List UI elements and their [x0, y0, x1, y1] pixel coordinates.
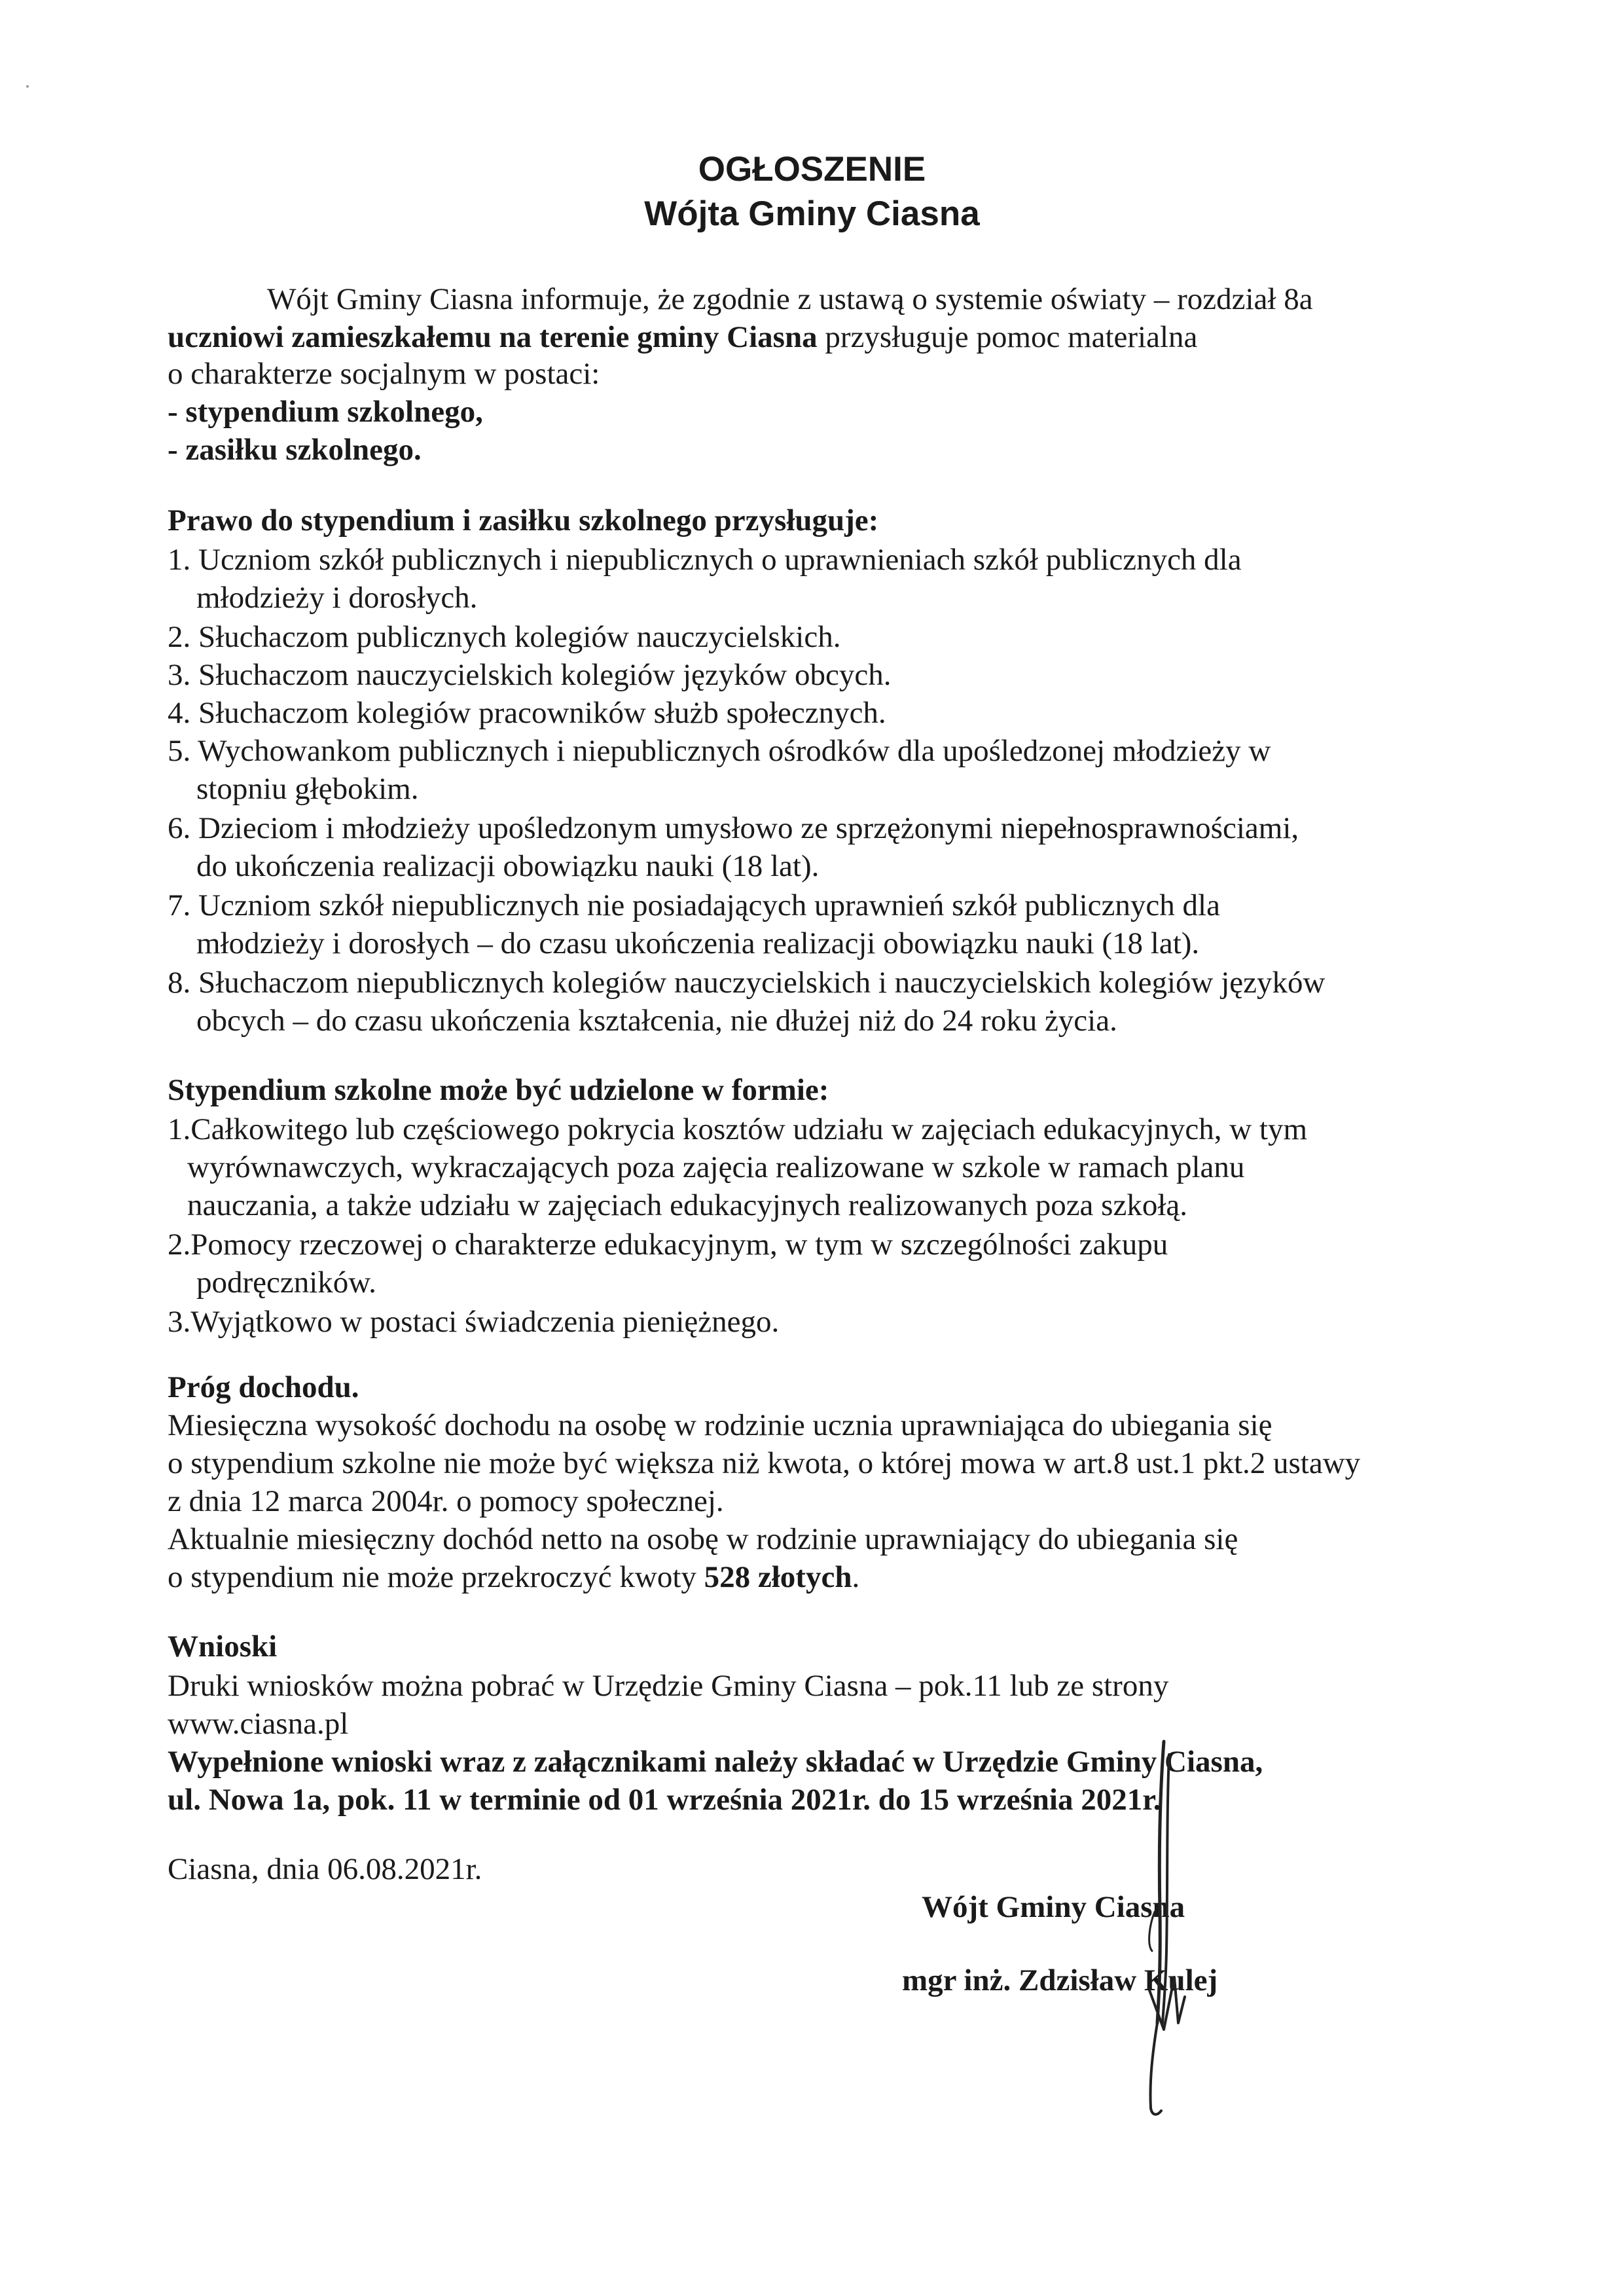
signatory-name: mgr inż. Zdzisław Kulej [902, 1963, 1218, 1997]
signatory-title: Wójt Gminy Ciasna [922, 1890, 1185, 1924]
applications-website: www.ciasna.pl [168, 1707, 349, 1741]
place-date: Ciasna, dnia 06.08.2021r. [168, 1852, 482, 1886]
eligibility-line: 2. Słuchaczom publicznych kolegiów nauczycielskich. [168, 620, 841, 654]
income-limit-prefix: o stypendium nie może przekroczyć kwoty [168, 1560, 704, 1594]
eligibility-line: 5. Wychowankom publicznych i niepublicznych ośrodków dla upośledzonej młodzieży w [168, 734, 1271, 768]
forms-line: podręczników. [196, 1266, 376, 1300]
income-line: Aktualnie miesięczny dochód netto na osobę w rodzinie uprawniający do ubiegania się [168, 1522, 1238, 1556]
eligibility-heading: Prawo do stypendium i zasiłku szkolnego przysługuje: [168, 503, 879, 538]
eligibility-line: 3. Słuchaczom nauczycielskich kolegiów języków obcych. [168, 658, 892, 692]
intro-line-2 [168, 318, 1197, 356]
eligibility-line: 4. Słuchaczom kolegiów pracowników służb społecznych. [168, 696, 886, 730]
income-line: z dnia 12 marca 2004r. o pomocy społecznej. [168, 1484, 724, 1518]
forms-line: 2.Pomocy rzeczowej o charakterze edukacyjnym, w tym w szczególności zakupu [168, 1228, 1168, 1262]
income-line: o stypendium szkolne nie może być większa niż kwota, o której mowa w art.8 ust.1 pkt.2 ustawy [168, 1446, 1361, 1480]
income-amount: 528 złotych [704, 1560, 852, 1594]
forms-line: nauczania, a także udziału w zajęciach edukacyjnych realizowanych poza szkołą. [187, 1188, 1187, 1222]
applications-line-1: Druki wniosków można pobrać w Urzędzie Gminy Ciasna – pok.11 lub ze strony [168, 1669, 1169, 1703]
income-limit-line [168, 1558, 859, 1596]
eligibility-line: obcych – do czasu ukończenia kształcenia, nie dłużej niż do 24 roku życia. [196, 1004, 1117, 1038]
page-title: OGŁOSZENIE [698, 150, 926, 189]
intro-item-2: - zasiłku szkolnego. [168, 433, 422, 467]
page-subtitle: Wójta Gminy Ciasna [644, 194, 980, 233]
intro-line-1: Wójt Gminy Ciasna informuje, że zgodnie z ustawą o systemie oświaty – rozdział 8a [267, 282, 1313, 316]
income-limit-suffix: . [852, 1560, 860, 1594]
applications-bold-line-1: Wypełnione wnioski wraz z załącznikami należy składać w Urzędzie Gminy Ciasna, [168, 1745, 1263, 1779]
forms-heading: Stypendium szkolne może być udzielone w formie: [168, 1073, 829, 1107]
forms-line: 1.Całkowitego lub częściowego pokrycia kosztów udziału w zajęciach edukacyjnych, w tym [168, 1112, 1308, 1146]
intro-item-1: - stypendium szkolnego, [168, 395, 483, 429]
eligibility-line: młodzieży i dorosłych – do czasu ukończenia realizacji obowiązku nauki (18 lat). [196, 926, 1200, 960]
income-line: Miesięczna wysokość dochodu na osobę w rodzinie ucznia uprawniająca do ubiegania się [168, 1408, 1272, 1442]
forms-line: wyrównawczych, wykraczających poza zajęcia realizowane w szkole w ramach planu [187, 1150, 1245, 1184]
intro-line-3: o charakterze socjalnym w postaci: [168, 357, 600, 391]
income-heading: Próg dochodu. [168, 1370, 359, 1404]
eligibility-line: 6. Dzieciom i młodzieży upośledzonym umysłowo ze sprzężonymi niepełnosprawnościami, [168, 811, 1299, 845]
eligibility-line: 8. Słuchaczom niepublicznych kolegiów nauczycielskich i nauczycielskich kolegiów języków [168, 966, 1326, 1000]
applications-bold-line-2: ul. Nowa 1a, pok. 11 w terminie od 01 września 2021r. do 15 września 2021r. [168, 1783, 1161, 1817]
eligibility-line: 7. Uczniom szkół niepublicznych nie posiadających uprawnień szkół publicznych dla [168, 888, 1220, 922]
applications-heading: Wnioski [168, 1630, 278, 1664]
eligibility-line: młodzieży i dorosłych. [196, 581, 478, 615]
eligibility-line: stopniu głębokim. [196, 772, 419, 806]
intro-bold-text: uczniowi zamieszkałemu na terenie gminy Ciasna [168, 320, 818, 354]
eligibility-line: do ukończenia realizacji obowiązku nauki (18 lat). [196, 849, 820, 883]
eligibility-line: 1. Uczniom szkół publicznych i niepublicznych o uprawnieniach szkół publicznych dla [168, 543, 1242, 577]
handwritten-signature [1087, 1715, 1204, 2121]
intro-line-2-rest: przysługuje pomoc materialna [817, 320, 1198, 354]
forms-line: 3.Wyjątkowo w postaci świadczenia pieniężnego. [168, 1305, 780, 1339]
scan-speck [26, 85, 29, 88]
